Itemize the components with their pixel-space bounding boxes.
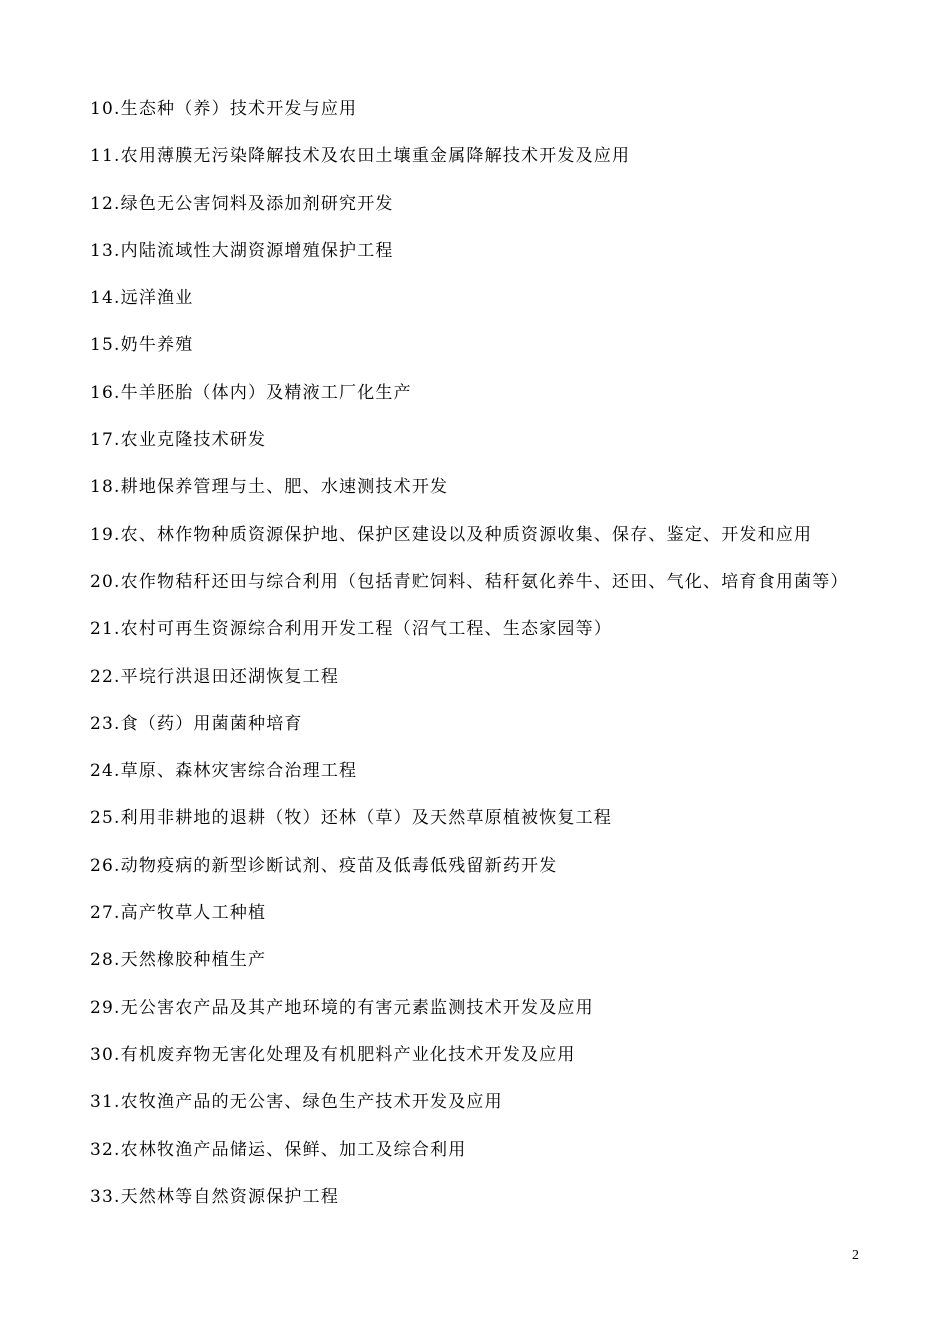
item-list	[90, 96, 849, 1231]
list-item: 33.天然林等自然资源保护工程	[90, 1186, 340, 1207]
list-item: 32.农林牧渔产品储运、保鲜、加工及综合利用	[90, 1139, 467, 1160]
list-item: 25.利用非耕地的退耕（牧）还林（草）及天然草原植被恢复工程	[90, 808, 613, 829]
list-item: 24.草原、森林灾害综合治理工程	[90, 761, 358, 782]
list-item: 18.耕地保养管理与土、肥、水速测技术开发	[90, 477, 449, 498]
list-item: 12.绿色无公害饲料及添加剂研究开发	[90, 193, 394, 214]
list-item: 14.远洋渔业	[90, 288, 194, 309]
list-item: 17.农业克隆技术研发	[90, 430, 267, 451]
list-item: 20.农作物秸秆还田与综合利用（包括青贮饲料、秸秆氨化养牛、还田、气化、培育食用菌等）	[90, 571, 849, 592]
list-item: 29.无公害农产品及其产地环境的有害元素监测技术开发及应用	[90, 997, 594, 1018]
list-item: 28.天然橡胶种植生产	[90, 950, 267, 971]
page-number: 2	[852, 1248, 859, 1263]
list-item: 22.平垸行洪退田还湖恢复工程	[90, 666, 340, 687]
list-item: 10.生态种（养）技术开发与应用	[90, 99, 358, 119]
list-item: 30.有机废弃物无害化处理及有机肥料产业化技术开发及应用	[90, 1044, 576, 1065]
list-item: 21.农村可再生资源综合利用开发工程（沼气工程、生态家园等）	[90, 619, 613, 640]
list-item: 16.牛羊胚胎（体内）及精液工厂化生产	[90, 382, 412, 403]
list-item: 26.动物疫病的新型诊断试剂、疫苗及低毒低残留新药开发	[90, 855, 558, 876]
list-item: 19.农、林作物种质资源保护地、保护区建设以及种质资源收集、保存、鉴定、开发和应用	[90, 524, 813, 545]
list-item: 15.奶牛养殖	[90, 335, 194, 356]
list-item: 31.农牧渔产品的无公害、绿色生产技术开发及应用	[90, 1092, 503, 1113]
list-item: 13.内陆流域性大湖资源增殖保护工程	[90, 240, 394, 261]
list-item: 23.食（药）用菌菌种培育	[90, 713, 303, 734]
list-item: 27.高产牧草人工种植	[90, 903, 267, 924]
list-item: 11.农用薄膜无污染降解技术及农田土壤重金属降解技术开发及应用	[90, 146, 631, 167]
